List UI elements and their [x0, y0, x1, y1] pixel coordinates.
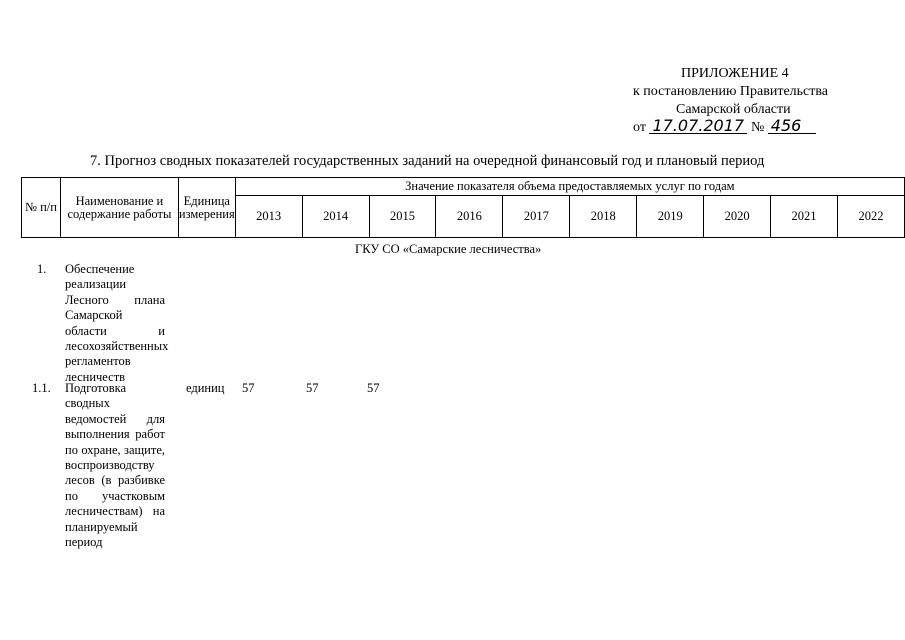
year-header: 2017 — [503, 196, 570, 238]
handwritten-number: 456 — [768, 118, 816, 134]
year-header: 2020 — [704, 196, 771, 238]
year-header: 2013 — [235, 196, 302, 238]
date-prefix: от — [633, 120, 646, 135]
year-header: 2019 — [637, 196, 704, 238]
date-number-line — [633, 118, 816, 136]
row-value-2013: 57 — [242, 381, 255, 395]
row-number: 1.1. — [32, 381, 51, 395]
organization-label: ГКУ СО «Самарские лесничества» — [355, 242, 542, 256]
year-header: 2021 — [771, 196, 838, 238]
year-header: 2018 — [570, 196, 637, 238]
year-header: 2014 — [302, 196, 369, 238]
row-name: Обеспечение реализации Лесного плана Самарской области и лесохозяйственных регламентов лесничеств — [65, 262, 169, 384]
number-prefix: № — [750, 120, 765, 135]
col-name-header: Наименование и содержание работы — [60, 178, 178, 238]
appendix-label: ПРИЛОЖЕНИЕ 4 — [681, 66, 789, 81]
year-header: 2016 — [436, 196, 503, 238]
forecast-table-header — [21, 177, 905, 238]
year-header: 2015 — [369, 196, 436, 238]
year-header: 2022 — [838, 196, 905, 238]
row-value-2015: 57 — [367, 381, 380, 395]
row-name: Подготовка сводных ведомостей для выполнения работ по охране, защите, воспроизводству лесов (в разбивке по участковым лесничествам) на планируемый период — [65, 381, 165, 550]
col-unit-header: Единица измерения — [178, 178, 235, 238]
resolution-label: к постановлению Правительства — [633, 84, 829, 99]
region-label: Самарской области — [676, 102, 791, 117]
row-number: 1. — [37, 262, 47, 276]
col-no-header: № п/п — [22, 178, 61, 238]
handwritten-date: 17.07.2017 — [649, 118, 747, 134]
row-unit: единиц — [186, 381, 225, 395]
row-value-2014: 57 — [306, 381, 319, 395]
section-title: 7. Прогноз сводных показателей государственных заданий на очередной финансовый год и плановый период — [90, 153, 765, 169]
col-values-header: Значение показателя объема предоставляемых услуг по годам — [235, 178, 904, 196]
